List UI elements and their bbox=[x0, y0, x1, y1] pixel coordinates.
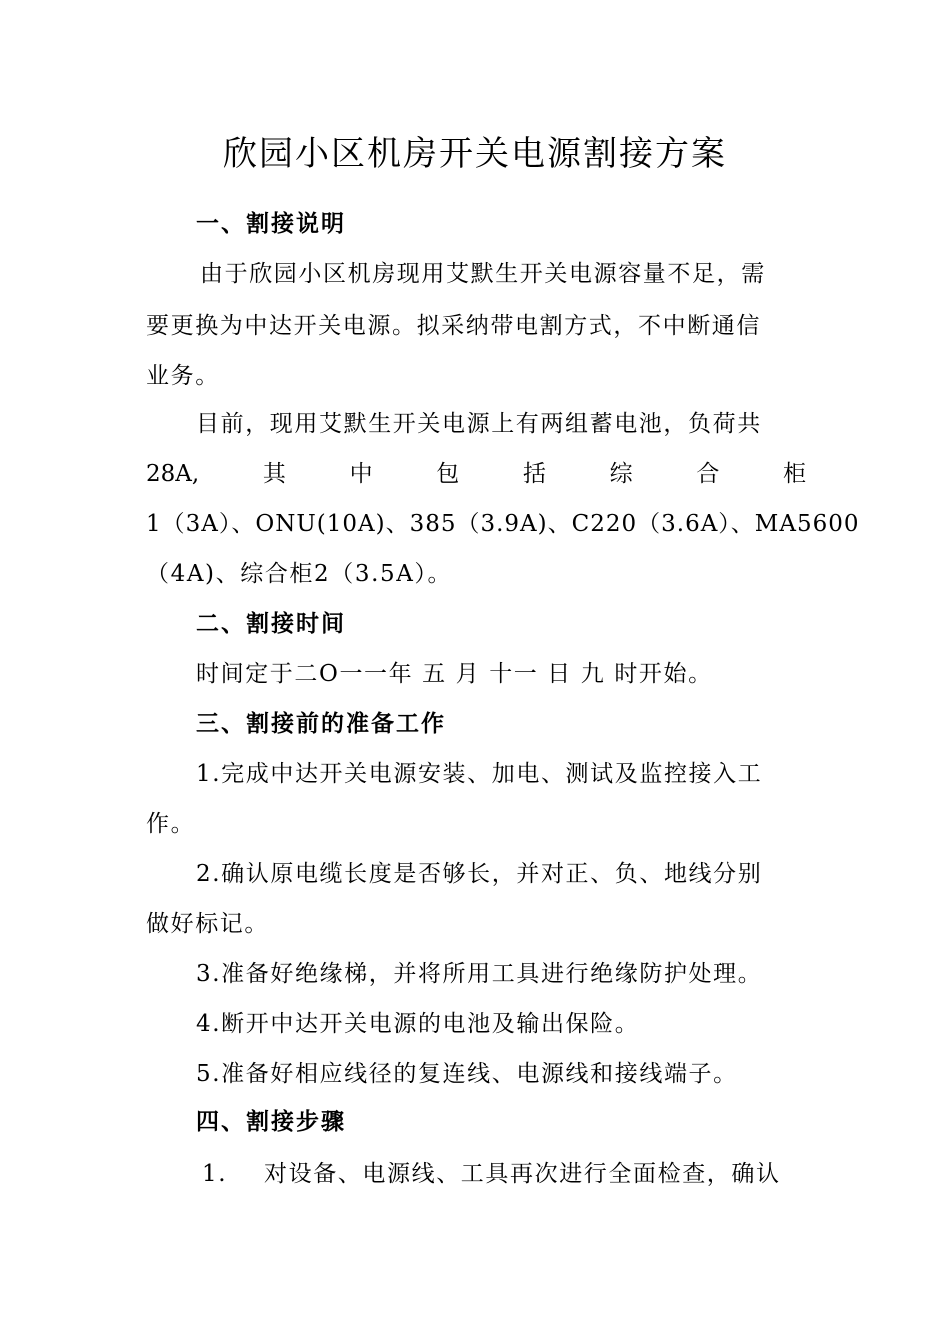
word: 柜 bbox=[783, 461, 806, 487]
prep-item-5: 5.准备好相应线径的复连线、电源线和接线端子。 bbox=[196, 1061, 738, 1087]
prep-item-1: 1.完成中达开关电源安装、加电、测试及监控接入工 bbox=[196, 761, 763, 787]
word: 28A, bbox=[146, 461, 200, 487]
word: 括 bbox=[522, 461, 546, 487]
paragraph-line: 目前，现用艾默生开关电源上有两组蓄电池，负荷共 bbox=[196, 411, 762, 437]
paragraph-line: 由于欣园小区机房现用艾默生开关电源容量不足，需 bbox=[200, 261, 766, 287]
word: 包 bbox=[436, 461, 460, 487]
step-item-1 bbox=[202, 1158, 862, 1190]
justified-line bbox=[146, 458, 806, 490]
prep-item-1-cont: 作。 bbox=[146, 811, 196, 837]
section-heading-steps: 四、割接步骤 bbox=[196, 1109, 346, 1135]
step-number: 1. bbox=[202, 1161, 228, 1187]
word: 合 bbox=[696, 461, 720, 487]
prep-item-2-cont: 做好标记。 bbox=[146, 911, 269, 937]
step-text: 对设备、电源线、工具再次进行全面检查，确认 bbox=[264, 1161, 781, 1187]
time-line: 时间定于二O一一年 五 月 十一 日 九 时开始。 bbox=[196, 661, 713, 687]
section-heading-time: 二、割接时间 bbox=[196, 611, 346, 637]
word: 中 bbox=[349, 461, 373, 487]
prep-item-4: 4.断开中达开关电源的电池及输出保险。 bbox=[196, 1011, 640, 1037]
word: 其 bbox=[262, 461, 286, 487]
section-heading-preparation: 三、割接前的准备工作 bbox=[196, 711, 446, 737]
load-list-line: 1（3A）、ONU(10A)、385（3.9A)、C220（3.6A）、MA5600 bbox=[146, 511, 860, 537]
document-title: 欣园小区机房开关电源割接方案 bbox=[223, 134, 727, 174]
word: 综 bbox=[609, 461, 633, 487]
paragraph-line: 业务。 bbox=[146, 363, 220, 389]
section-heading-explanation: 一、割接说明 bbox=[196, 211, 346, 237]
load-list-line: （4A)、综合柜2（3.5A）。 bbox=[146, 561, 453, 587]
prep-item-3: 3.准备好绝缘梯，并将所用工具进行绝缘防护处理。 bbox=[196, 961, 763, 987]
prep-item-2: 2.确认原电缆长度是否够长，并对正、负、地线分别 bbox=[196, 861, 763, 887]
paragraph-line: 要更换为中达开关电源。拟采纳带电割方式，不中断通信 bbox=[146, 313, 761, 339]
